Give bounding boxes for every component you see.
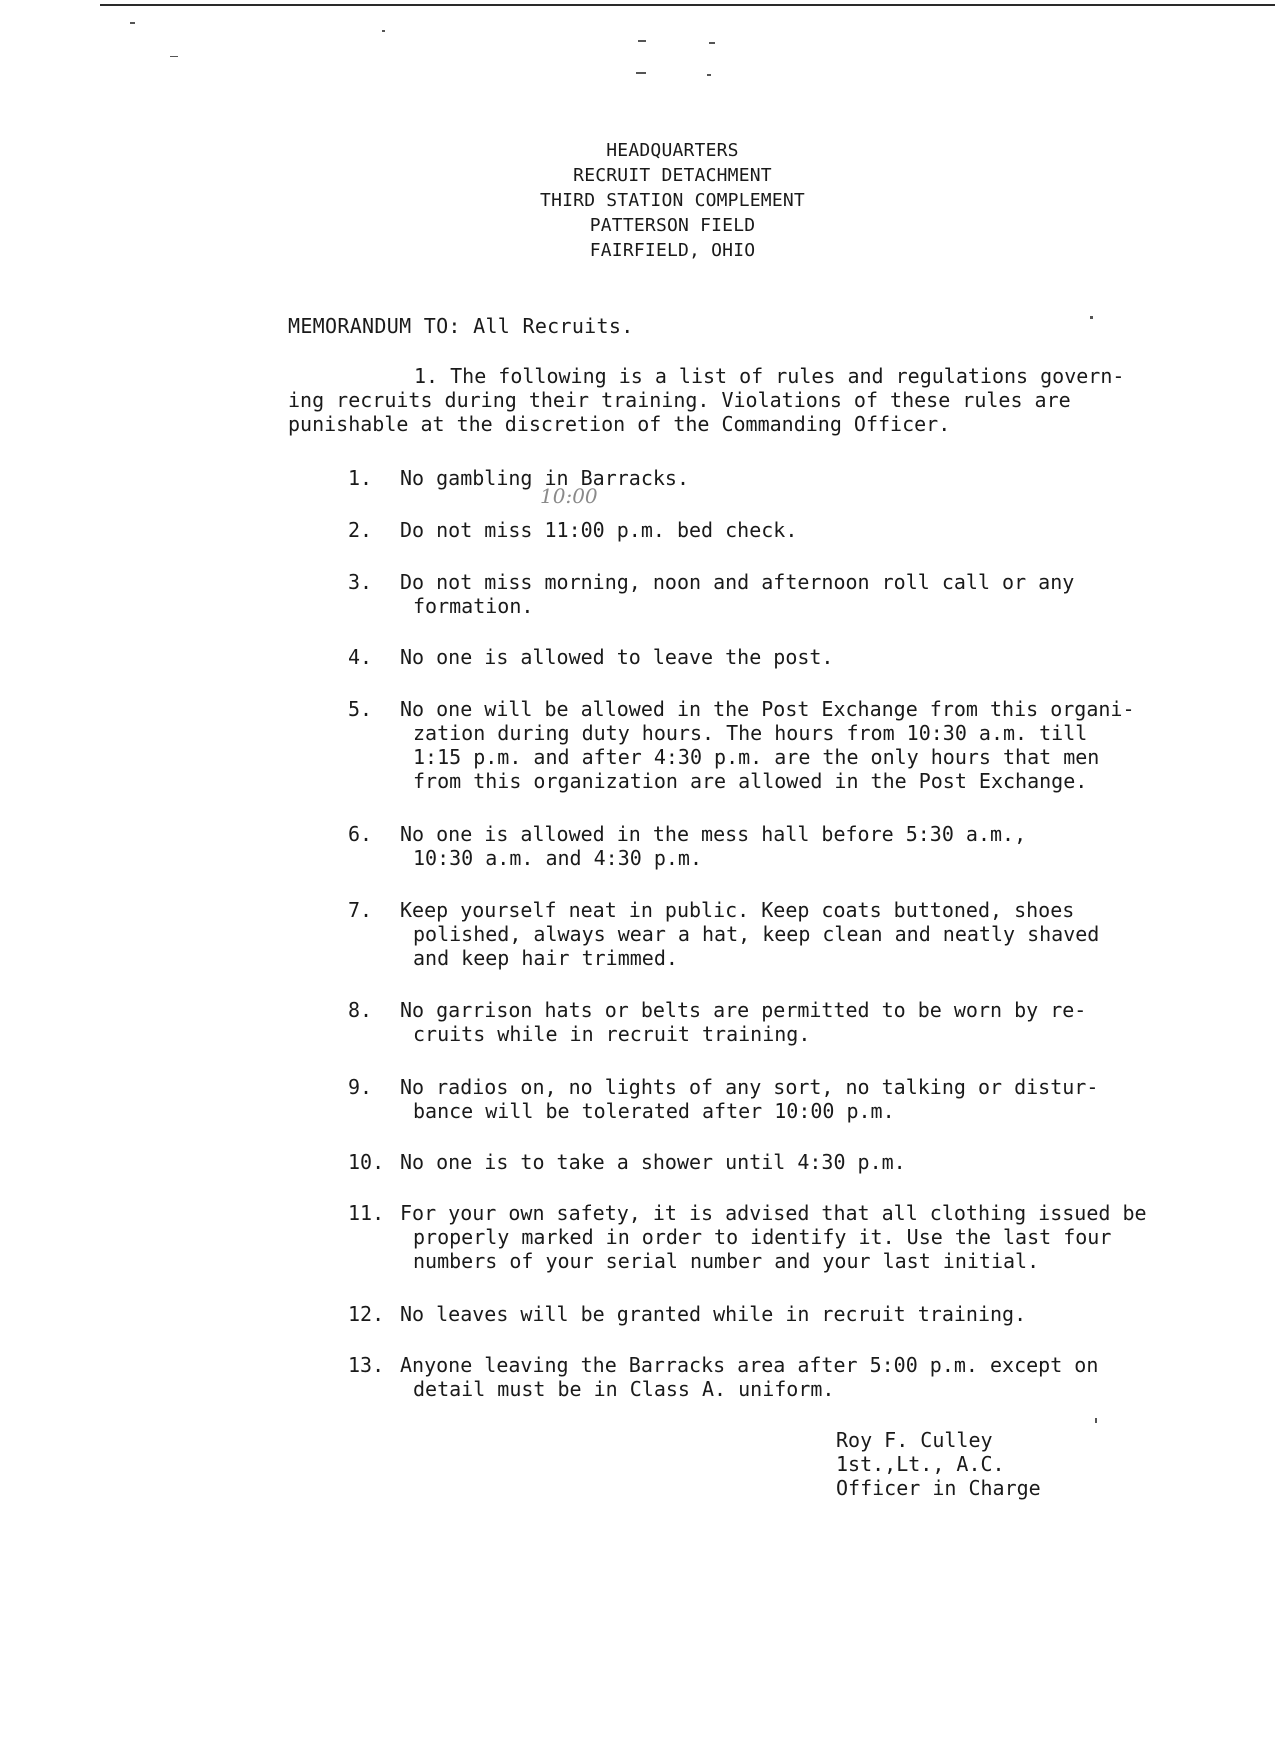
rule-item [348,1302,1168,1326]
scan-speck [707,74,711,76]
rule-number: 3. [348,570,373,594]
rule-text: from this organization are allowed in the Post Exchange. [413,769,1088,793]
rule-item [348,645,1168,669]
intro-line: 1. The following is a list of rules and regulations govern- [414,364,1125,388]
rule-text: 10:30 a.m. and 4:30 p.m. [413,846,702,870]
rule-text: No garrison hats or belts are permitted to be worn by re- [400,998,1087,1022]
rule-text: No one will be allowed in the Post Exchange from this organi- [400,697,1135,721]
letterhead-line: RECRUIT DETACHMENT [573,165,772,186]
rule-item [348,1201,1168,1273]
rule-number: 12. [348,1302,385,1326]
rule-text: No one is allowed in the mess hall before 5:30 a.m., [400,822,1027,846]
scan-speck [636,72,646,74]
letterhead [0,138,1275,263]
signer-name: Roy F. Culley [836,1428,993,1452]
rule-number: 6. [348,822,373,846]
rule-text: Anyone leaving the Barracks area after 5:00 p.m. except on [400,1353,1099,1377]
rule-number: 9. [348,1075,373,1099]
rule-text: No leaves will be granted while in recruit training. [400,1302,1027,1326]
rule-text: No gambling in Barracks. [400,466,689,490]
rule-text: polished, always wear a hat, keep clean and neatly shaved [413,922,1100,946]
rule-text: zation during duty hours. The hours from 10:30 a.m. till [413,721,1088,745]
rule-text: formation. [413,594,534,618]
rule-item [348,1353,1168,1401]
rule-number: 10. [348,1150,385,1174]
rule-text: detail must be in Class A. uniform. [413,1377,835,1401]
handwritten-note: 10:00 [540,484,598,508]
scan-speck [1095,1418,1097,1423]
rule-item [348,998,1168,1046]
rule-number: 7. [348,898,373,922]
signer-rank: 1st.,Lt., A.C. [836,1452,1005,1476]
rule-item [348,898,1168,970]
rule-text: bance will be tolerated after 10:00 p.m. [413,1099,895,1123]
rule-number: 4. [348,645,373,669]
scan-speck [709,42,715,44]
rule-text: Keep yourself neat in public. Keep coats buttoned, shoes [400,898,1075,922]
scan-speck [638,40,646,42]
signature-block [836,1428,1041,1500]
rule-text: Do not miss morning, noon and afternoon roll call or any [400,570,1075,594]
rule-text: No one is to take a shower until 4:30 p.m. [400,1150,906,1174]
rule-text: cruits while in recruit training. [413,1022,811,1046]
scan-speck [1090,316,1093,319]
rule-number: 8. [348,998,373,1022]
signer-title: Officer in Charge [836,1476,1041,1500]
rule-number: 2. [348,518,373,542]
rule-number: 1. [348,466,373,490]
rule-item [348,518,1168,542]
rule-number: 13. [348,1353,385,1377]
rule-text: 1:15 p.m. and after 4:30 p.m. are the only hours that men [413,745,1100,769]
rule-text: Do not miss 11:00 p.m. bed check. [400,518,798,542]
intro-line: ing recruits during their training. Violations of these rules are [288,388,1071,412]
letterhead-line: PATTERSON FIELD [589,215,756,236]
top-edge-rule [100,4,1275,6]
rule-text: No one is allowed to leave the post. [400,645,834,669]
scan-speck [170,56,178,57]
letterhead-line: FAIRFIELD, OHIO [589,240,756,261]
intro-paragraph [288,364,1188,436]
scan-speck [382,30,385,32]
rule-number: 5. [348,697,373,721]
rule-text: No radios on, no lights of any sort, no talking or distur- [400,1075,1099,1099]
rule-text: numbers of your serial number and your last initial. [413,1249,1040,1273]
rule-item [348,1150,1168,1174]
rule-item [348,1075,1168,1123]
rule-item [348,697,1168,793]
rule-text: For your own safety, it is advised that all clothing issued be [400,1201,1147,1225]
rule-text: properly marked in order to identify it. Use the last four [413,1225,1112,1249]
rule-text: and keep hair trimmed. [413,946,678,970]
rule-number: 11. [348,1201,385,1225]
scan-speck [130,22,135,24]
rule-item [348,570,1168,618]
rule-item [348,822,1168,870]
rule-item [348,466,1168,490]
memo-recipient: MEMORANDUM TO: All Recruits. [288,314,634,338]
letterhead-line: HEADQUARTERS [606,140,739,161]
letterhead-line: THIRD STATION COMPLEMENT [540,190,805,211]
intro-line: punishable at the discretion of the Commanding Officer. [288,412,951,436]
